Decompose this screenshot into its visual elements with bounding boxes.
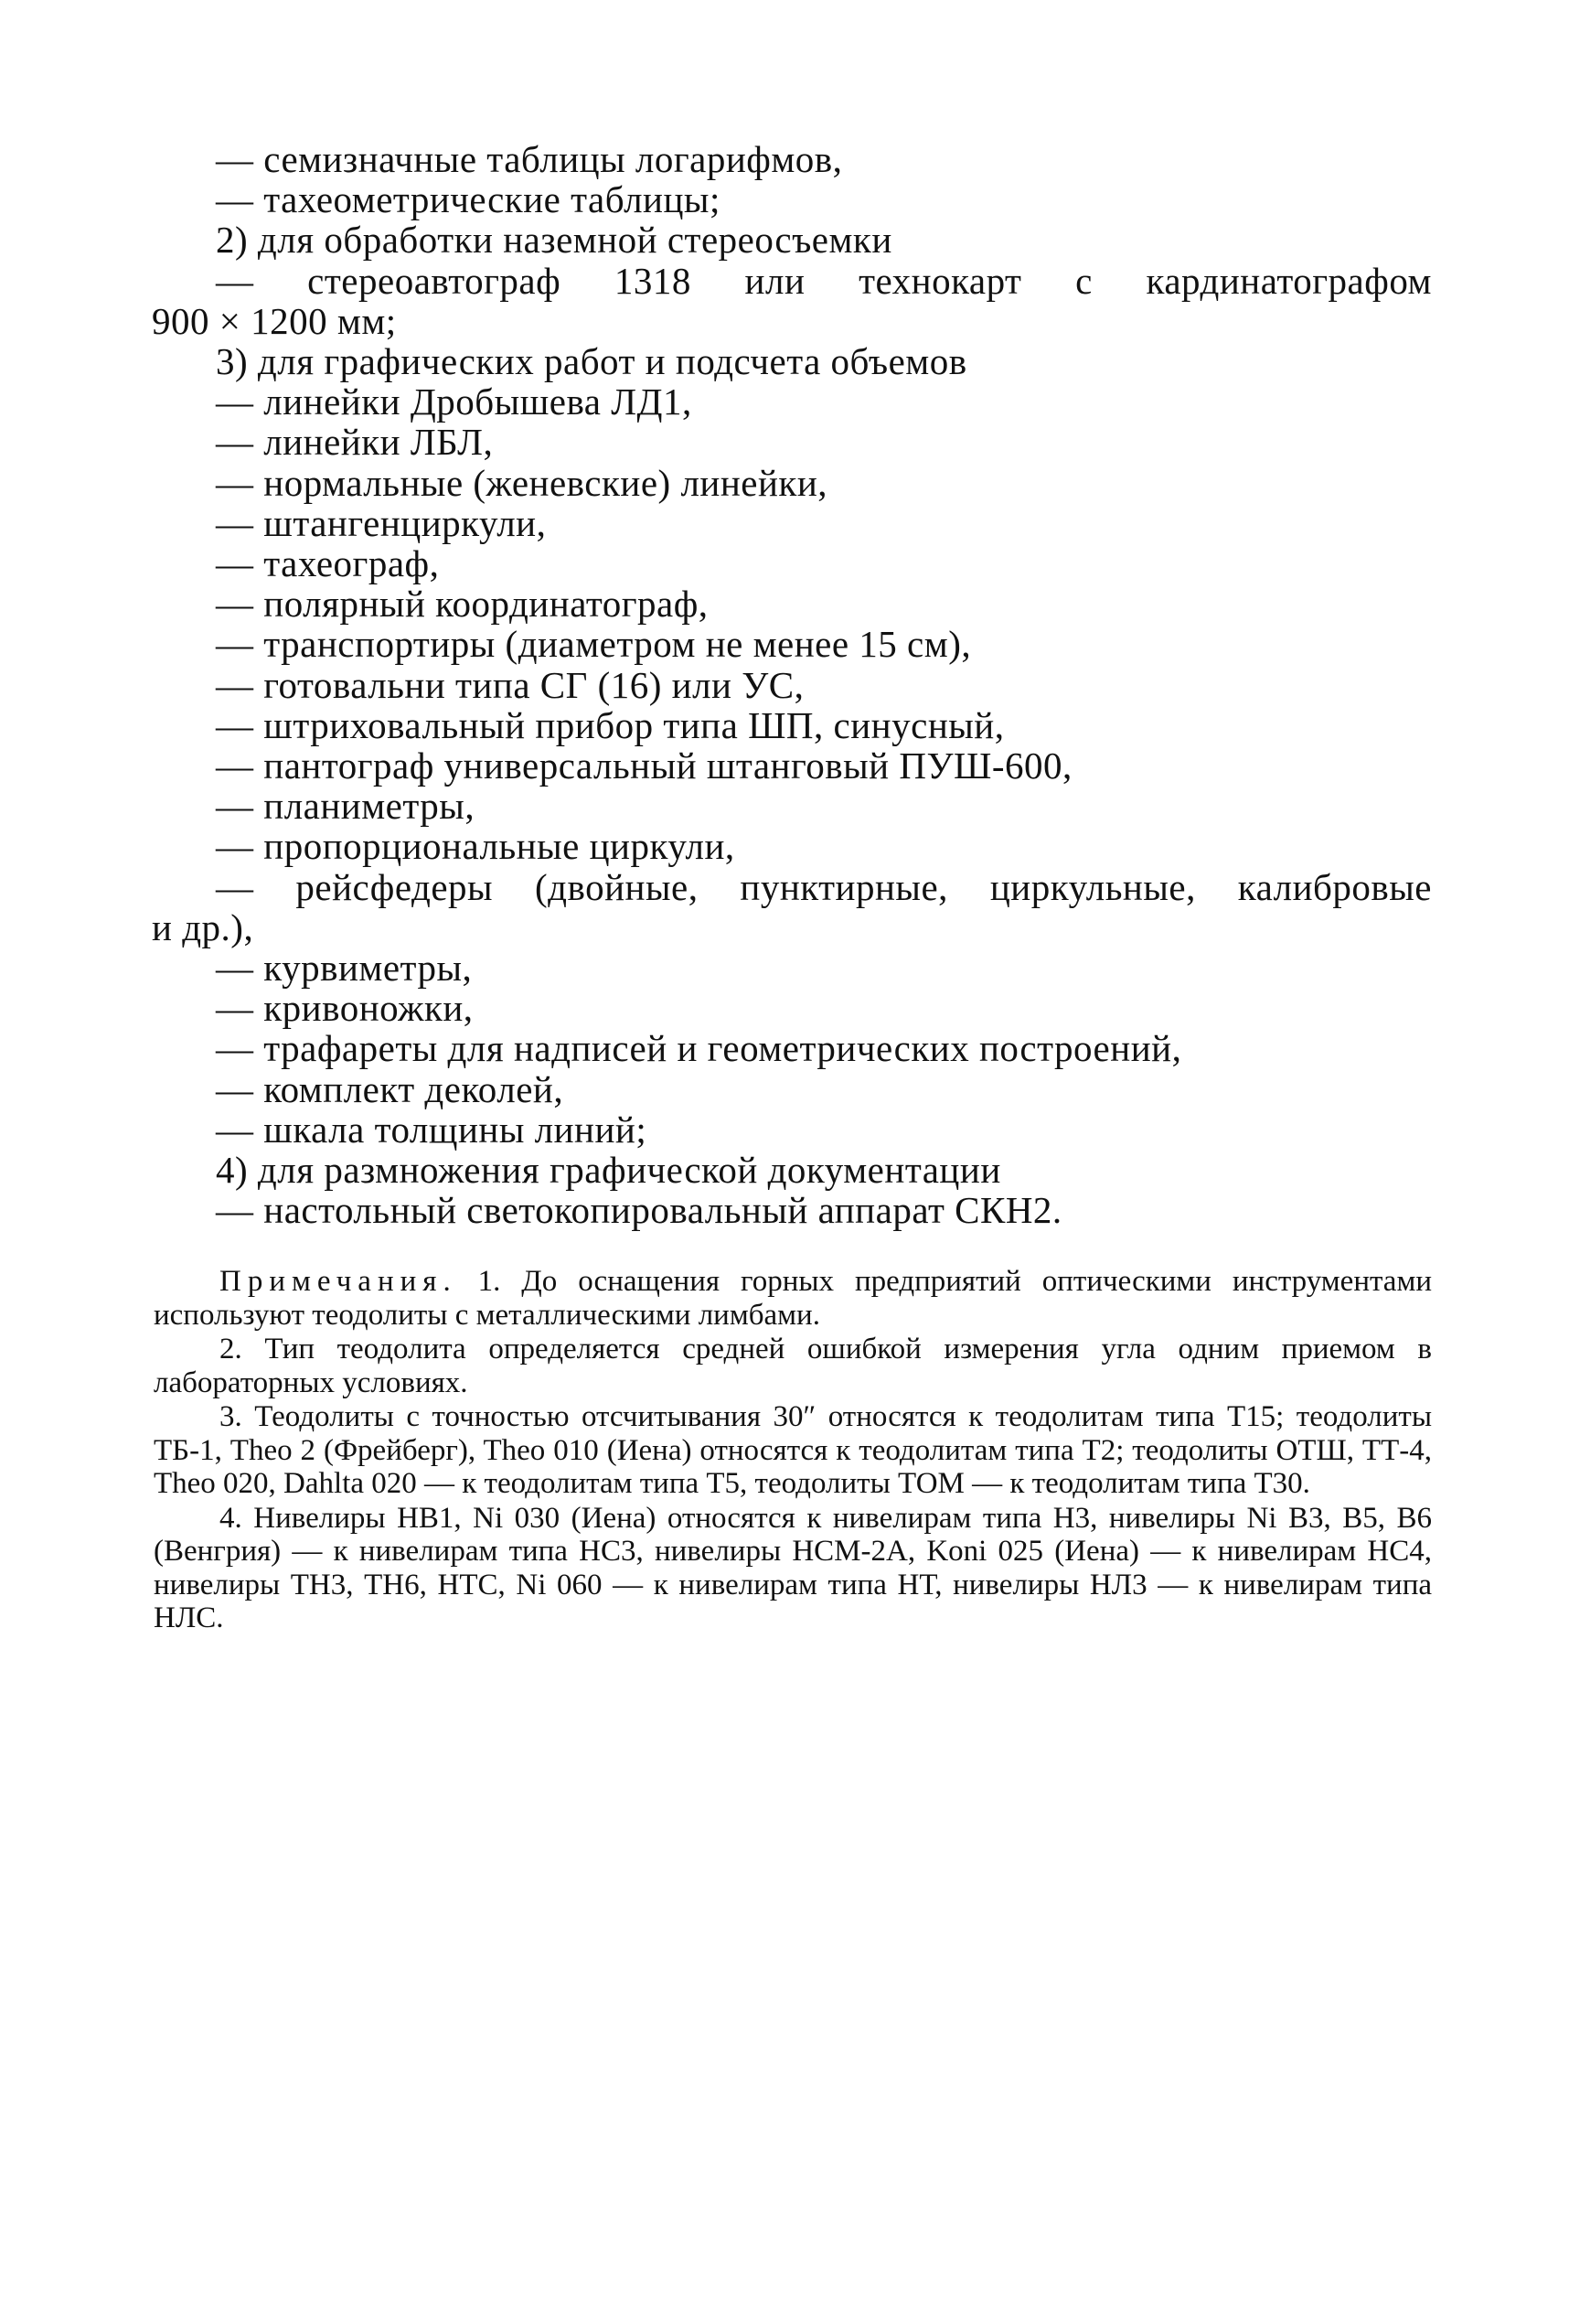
list-item: — настольный светокопировальный аппарат СКН2. [216, 1189, 1062, 1232]
list-item: — пропорциональные циркули, [216, 825, 735, 868]
list-item: — линейки Дробышева ЛД1, [216, 380, 692, 423]
equipment-list [152, 139, 1432, 1230]
list-item: — семизначные таблицы логарифмов, [216, 138, 843, 180]
section-heading: 4) для размножения графической документации [216, 1149, 1001, 1192]
note-1 [154, 1265, 1432, 1332]
list-item: — штангенциркули, [216, 501, 547, 544]
list-item: — тахеограф, [216, 542, 440, 585]
list-item: — готовальни типа СГ (16) или УС, [216, 663, 805, 706]
list-item: — шкала толщины линий; [216, 1108, 647, 1151]
list-item: — курвиметры, [216, 947, 473, 990]
list-item: — полярный координатограф, [216, 583, 709, 626]
list-item: — пантограф универсальный штанговый ПУШ-600, [216, 744, 1073, 787]
list-item: — кривоножки, [216, 987, 474, 1030]
section-heading: 2) для обработки наземной стереосъемки [216, 219, 892, 262]
list-item: — транспортиры (диаметром не менее 15 см), [216, 623, 972, 666]
list-item: — рейсфедеры (двойные, пунктирные, циркульные, калибровые [216, 865, 1432, 908]
list-item-continuation: и др.), [152, 905, 254, 948]
list-item: — нормальные (женевские) линейки, [216, 461, 828, 504]
note-2: 2. Тип теодолита определяется средней ошибкой измерения угла одним приемом в лабораторных условиях. [154, 1333, 1432, 1399]
list-item: — комплект деколей, [216, 1067, 564, 1110]
list-item: — тахеометрические таблицы; [216, 178, 720, 221]
note-3: 3. Теодолиты с точностью отсчитывания 30″ относятся к теодолитам типа Т15; теодолиты ТБ-1, Theo 2 (Фрейберг), Theo 010 (Иена) относятся к теодолитам типа Т2; теодолиты ОТШ, ТТ-4, Theo 020, Dahlta 020 — к теодолитам типа Т5, теодолиты ТОМ — к теодолитам типа Т30. [154, 1400, 1432, 1500]
list-item: — линейки ЛБЛ, [216, 421, 494, 464]
section-heading: 3) для графических работ и подсчета объемов [216, 340, 967, 383]
list-item: — штриховальный прибор типа ШП, синусный, [216, 703, 1005, 746]
list-item: — трафареты для надписей и геометрических построений, [216, 1027, 1182, 1070]
note-text: 1. До оснащения горных предприятий оптическими инструментами используют теодолиты с металлическими лимбами. [154, 1265, 1432, 1332]
notes-block [154, 1265, 1432, 1635]
list-item: — стереоавтограф 1318 или технокарт с кардинатографом [216, 259, 1432, 302]
list-item-continuation: 900 × 1200 мм; [152, 299, 397, 342]
list-item: — планиметры, [216, 785, 475, 828]
notes-heading: Примечания. [219, 1265, 457, 1298]
note-4: 4. Нивелиры НВ1, Ni 030 (Иена) относятся к нивелирам типа Н3, нивелиры Ni B3, B5, B6 (Венгрия) — к нивелирам типа НС3, нивелиры НСМ-2А, Koni 025 (Иена) — к нивелирам НС4, нивелиры ТН3, ТН6, НТС, Ni 060 — к нивелирам типа НТ, нивелиры НЛ3 — к нивелирам типа НЛС. [154, 1501, 1432, 1634]
